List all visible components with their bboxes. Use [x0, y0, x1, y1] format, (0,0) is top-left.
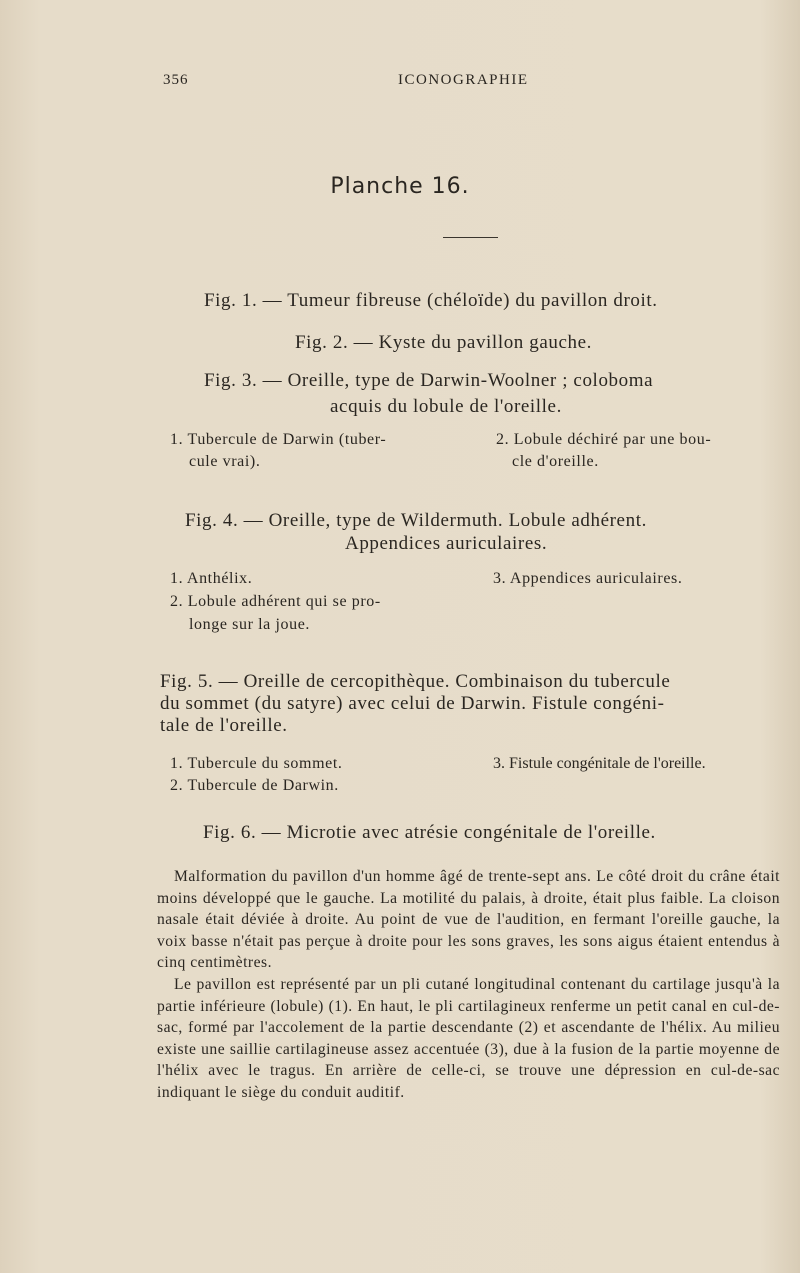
fig4-legend-right-1: 3. Appendices auriculaires. — [493, 570, 683, 587]
fig1-caption: Fig. 1. — Tumeur fibreuse (chéloïde) du pavillon droit. — [204, 290, 658, 311]
running-head: ICONOGRAPHIE — [398, 72, 529, 88]
fig5-caption-line2: du sommet (du satyre) avec celui de Darwin. Fistule congéni- — [160, 693, 665, 714]
fig3-legend-left-2: cule vrai). — [189, 453, 261, 470]
page-number: 356 — [163, 72, 189, 88]
fig3-legend-right-1: 2. Lobule déchiré par une bou- — [496, 431, 712, 448]
fig6-paragraph-2: Le pavillon est représenté par un pli cutané longitudinal contenant du cartilage jusqu'à la partie inférieure (lobule) (1). En haut, le pli cartilagineux renferme un petit canal en cul-de-sac, formé par l'accolement de la partie descendante (2) et ascendante de l'hélix. Au milieu existe une saillie cartilagineuse assez accentuée (3), due à la fusion de la partie moyenne de l'hélix avec le tragus. En arrière de celle-ci, se trouve une dépression en cul-de-sac indiquant le siège du conduit auditif. — [157, 975, 780, 1101]
fig3-caption-line2: acquis du lobule de l'oreille. — [330, 396, 562, 417]
fig6-caption: Fig. 6. — Microtie avec atrésie congénitale de l'oreille. — [203, 822, 656, 843]
fig2-caption: Fig. 2. — Kyste du pavillon gauche. — [295, 332, 592, 353]
fig5-legend-left-1: 1. Tubercule du sommet. — [170, 755, 343, 772]
fig4-caption-line2: Appendices auriculaires. — [345, 533, 548, 554]
title-rule — [443, 237, 498, 238]
fig3-legend-right-2: cle d'oreille. — [512, 453, 599, 470]
fig5-caption-line3: tale de l'oreille. — [160, 715, 288, 736]
fig3-legend-left-1: 1. Tubercule de Darwin (tuber- — [170, 431, 387, 448]
fig5-caption-line1: Fig. 5. — Oreille de cercopithèque. Combinaison du tubercule — [160, 671, 671, 692]
fig6-paragraph-1: Malformation du pavillon d'un homme âgé de trente-sept ans. Le côté droit du crâne était moins développé que le gauche. La motilité du palais, à droite, était plus faible. La cloison nasale était déviée à droite. Au point de vue de l'audition, en fermant l'oreille gauche, la voix basse n'était pas perçue à droite pour les sons graves, les sons aigus étaient entendus à cinq centimètres. — [157, 868, 780, 972]
fig4-legend-left-3: longe sur la joue. — [189, 616, 310, 633]
fig6-description — [157, 866, 780, 1104]
fig4-legend-left-2: 2. Lobule adhérent qui se pro- — [170, 593, 381, 610]
fig3-caption-line1: Fig. 3. — Oreille, type de Darwin-Woolner ; coloboma — [204, 370, 654, 391]
fig4-legend-left-1: 1. Anthélix. — [170, 570, 253, 587]
plate-title: Planche 16. — [330, 174, 470, 199]
fig4-caption-line1: Fig. 4. — Oreille, type de Wildermuth. Lobule adhérent. — [185, 510, 647, 531]
fig5-legend-left-2: 2. Tubercule de Darwin. — [170, 777, 339, 794]
fig5-legend-right-1: 3. Fistule congénitale de l'oreille. — [493, 755, 706, 772]
